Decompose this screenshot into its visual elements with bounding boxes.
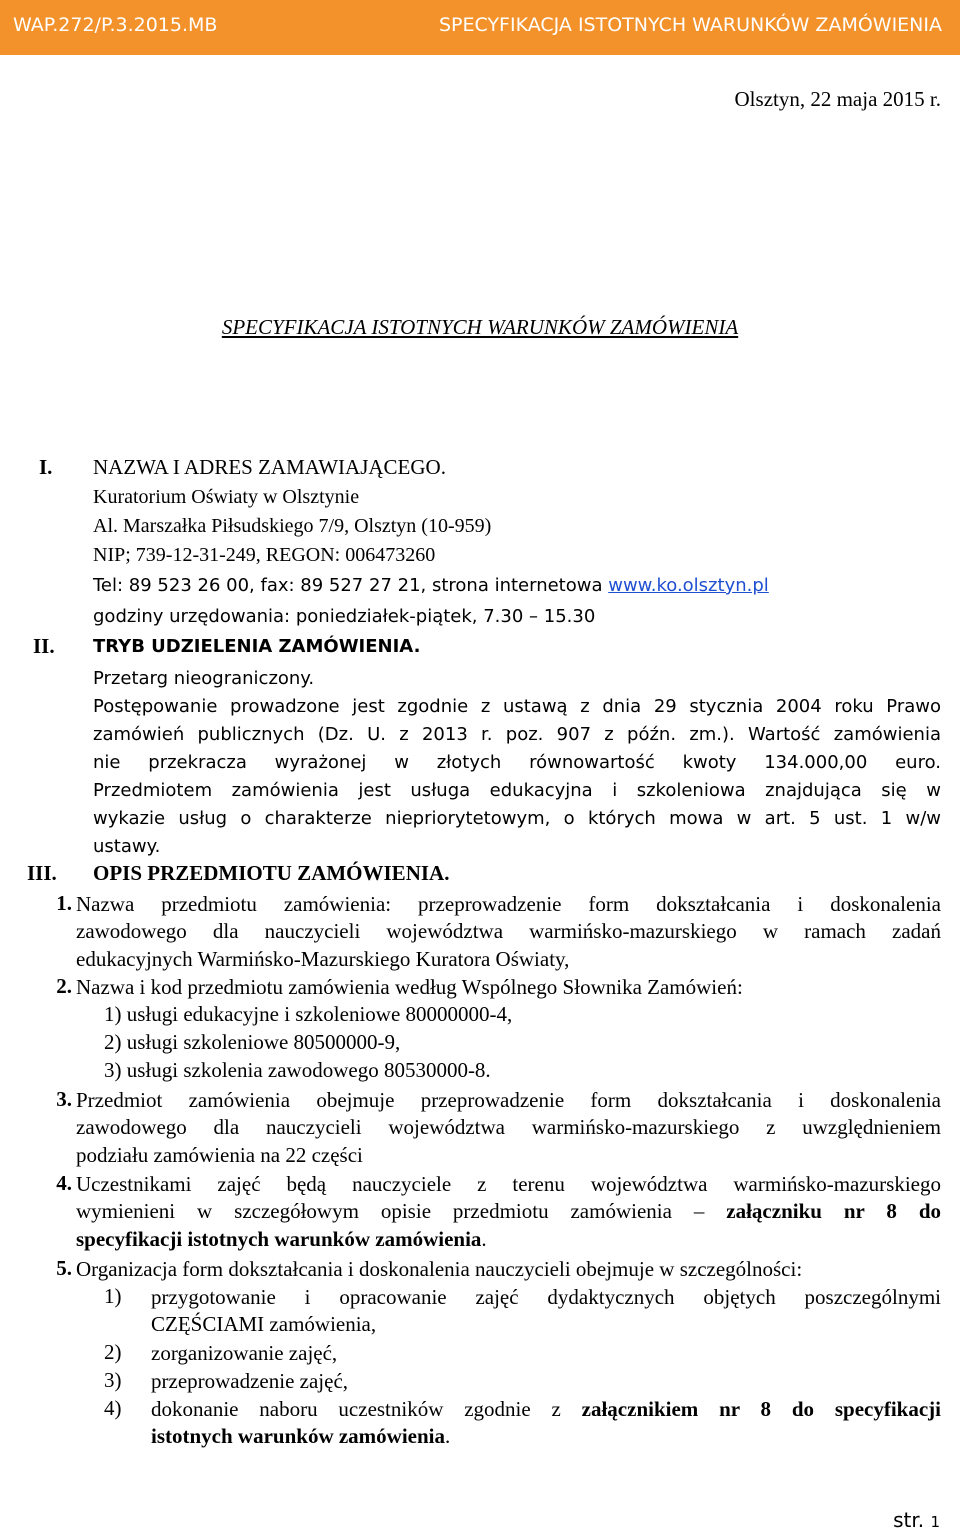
item-5-sub-3-text: przeprowadzenie zajęć, xyxy=(151,1369,349,1393)
header-bar xyxy=(0,0,960,55)
cpv-code-3-text: usługi szkolenia zawodowego 80530000-8. xyxy=(126,1058,491,1082)
section-1-number: I. xyxy=(39,455,53,479)
cpv-code-1 xyxy=(104,1002,512,1027)
section-2-line-5: wykazie usług o charakterze niepriorytetowym, o których mowa w art. 5 ust. 1 w/w xyxy=(93,808,941,829)
section-2-line-2: zamówień publicznych (Dz. U. z 2013 r. poz. 907 z późn. zm.). Wartość zamówienia xyxy=(93,724,941,745)
document-title: SPECYFIKACJA ISTOTNYCH WARUNKÓW ZAMÓWIENIA xyxy=(221,315,739,339)
section-1-heading: NAZWA I ADRES ZAMAWIAJĄCEGO. xyxy=(93,455,446,479)
organization-address: Al. Marszałka Piłsudskiego 7/9, Olsztyn (10-959) xyxy=(93,515,492,537)
section-2-line-3: nie przekracza wyrażonej w złotych równowartość kwoty 134.000,00 euro. xyxy=(93,752,941,773)
item-5-sub-2-number: 2) xyxy=(104,1340,122,1364)
item-4-line-2-text: wymienieni w szczegółowym opisie przedmiotu zamówienia – xyxy=(76,1199,727,1224)
contact-text: Tel: 89 523 26 00, fax: 89 527 27 21, strona internetowa xyxy=(93,575,609,596)
item-4-line-3-end: . xyxy=(481,1226,487,1251)
attachment-reference: załączniku nr 8 do xyxy=(726,1199,942,1224)
section-3-heading: OPIS PRZEDMIOTU ZAMÓWIENIA. xyxy=(93,861,450,885)
organization-ids: NIP; 739-12-31-249, REGON: 006473260 xyxy=(93,544,436,566)
section-2-line-1: Postępowanie prowadzone jest zgodnie z ustawą z dnia 29 stycznia 2004 roku Prawo xyxy=(93,696,941,717)
item-2-number: 2. xyxy=(56,974,72,998)
section-3-number: III. xyxy=(27,861,57,885)
procurement-mode: Przetarg nieograniczony. xyxy=(93,668,315,689)
item-1-line-2: zawodowego dla nauczycieli województwa warmińsko-mazurskiego w ramach zadań xyxy=(76,919,941,944)
item-5-sub-4-bold-1: załącznikiem nr 8 do specyfikacji xyxy=(581,1397,941,1421)
item-5-sub-3-number: 3) xyxy=(104,1368,122,1392)
website-link[interactable]: www.ko.olsztyn.pl xyxy=(608,575,769,596)
item-5-number: 5. xyxy=(56,1256,72,1280)
cpv-code-3 xyxy=(104,1058,491,1083)
item-3-line-3: podziału zamówienia na 22 części xyxy=(76,1142,363,1167)
cpv-code-3-number: 3) xyxy=(104,1058,122,1082)
item-4-line-3 xyxy=(76,1226,941,1253)
item-3-text xyxy=(76,1087,941,1169)
cpv-code-2-number: 2) xyxy=(104,1030,122,1054)
item-2-line: Nazwa i kod przedmiotu zamówienia według Wspólnego Słownika Zamówień: xyxy=(76,975,743,999)
organization-name: Kuratorium Oświaty w Olsztynie xyxy=(93,486,360,508)
attachment-reference-cont: specyfikacji istotnych warunków zamówienia xyxy=(76,1226,482,1251)
item-5-sub-1-number: 1) xyxy=(104,1284,122,1308)
header-title: SPECYFIKACJA ISTOTNYCH WARUNKÓW ZAMÓWIENIA xyxy=(439,14,942,36)
section-2-number: II. xyxy=(33,634,55,658)
section-2-line-6: ustawy. xyxy=(93,836,161,857)
item-5-sub-4-line-1 xyxy=(151,1396,941,1423)
item-5-sub-4-line-2 xyxy=(151,1423,941,1450)
item-3-line-2: zawodowego dla nauczycieli województwa warmińsko-mazurskiego z uwzględnieniem xyxy=(76,1115,941,1140)
office-hours: godziny urzędowania: poniedziałek-piątek, 7.30 – 15.30 xyxy=(93,606,596,627)
item-5-sub-4-number: 4) xyxy=(104,1396,122,1420)
item-5-sub-2-text: zorganizowanie zajęć, xyxy=(151,1341,338,1365)
item-3-number: 3. xyxy=(56,1087,72,1111)
page-value: 1 xyxy=(930,1513,940,1531)
page-label: str. xyxy=(893,1508,931,1532)
item-5-sub-1-text xyxy=(151,1284,941,1339)
item-5-sub-4-plain: dokonanie naboru uczestników zgodnie z xyxy=(151,1397,582,1421)
item-5-line: Organizacja form dokształcania i doskonalenia nauczycieli obejmuje w szczególności: xyxy=(76,1257,803,1281)
item-4-text xyxy=(76,1171,941,1253)
item-4-line-1: Uczestnikami zajęć będą nauczyciele z terenu województwa warmińsko-mazurskiego xyxy=(76,1172,941,1196)
item-1-line-1: Nazwa przedmiotu zamówienia: przeprowadzenie form dokształcania i doskonalenia xyxy=(76,892,941,916)
item-2-text xyxy=(76,974,941,1001)
cpv-code-2-text: usługi szkoleniowe 80500000-9, xyxy=(126,1030,401,1054)
item-4-number: 4. xyxy=(56,1171,72,1195)
date-line: Olsztyn, 22 maja 2015 r. xyxy=(734,87,941,111)
item-3-line-1: Przedmiot zamówienia obejmuje przeprowadzenie form dokształcania i doskonalenia xyxy=(76,1088,941,1112)
item-5-sub-1-line-1: przygotowanie i opracowanie zajęć dydaktycznych objętych poszczególnymi xyxy=(151,1285,941,1309)
item-1-text xyxy=(76,891,941,973)
item-1-line-3: edukacyjnych Warmińsko-Mazurskiego Kuratora Oświaty, xyxy=(76,946,570,971)
item-5-text xyxy=(76,1256,941,1283)
cpv-code-1-number: 1) xyxy=(104,1002,122,1026)
cpv-code-1-text: usługi edukacyjne i szkoleniowe 80000000-4, xyxy=(126,1002,513,1026)
document-reference: WAP.272/P.3.2015.MB xyxy=(13,14,218,36)
organization-contact xyxy=(93,572,941,600)
item-1-number: 1. xyxy=(56,891,72,915)
item-5-sub-4-bold-2: istotnych warunków zamówienia xyxy=(151,1424,446,1449)
item-5-sub-1-line-2: CZĘŚCIAMI zamówienia, xyxy=(151,1312,377,1337)
item-4-line-2 xyxy=(76,1198,941,1225)
item-5-sub-4-end: . xyxy=(445,1424,451,1449)
cpv-code-2 xyxy=(104,1030,400,1055)
section-2-line-4: Przedmiotem zamówienia jest usługa edukacyjna i szkoleniowa znajdująca się w xyxy=(93,780,941,801)
section-2-heading: TRYB UDZIELENIA ZAMÓWIENIA. xyxy=(93,636,421,657)
page-number xyxy=(893,1508,940,1532)
item-5-sub-4-text xyxy=(151,1396,941,1451)
